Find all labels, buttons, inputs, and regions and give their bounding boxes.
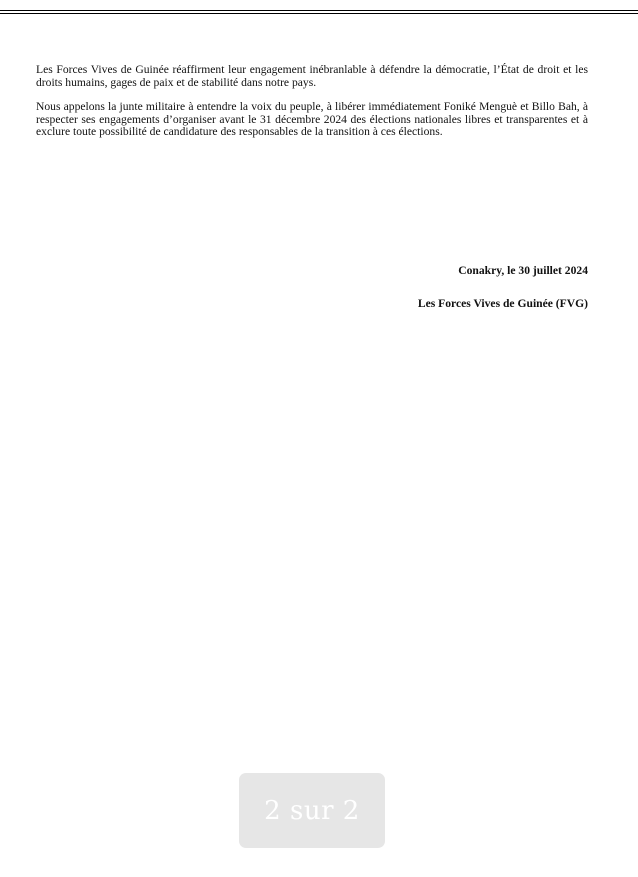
paragraph-appeal: Nous appelons la junte militaire à entendre la voix du peuple, à libérer immédiatement Foniké Menguè et Billo Bah, à respecter ses engagements d’organiser avant le 31 décembre 2024 des élections nationales libres et transparentes et à exclure toute possibilité de candidature des responsables de la transition à ces élections. bbox=[36, 100, 588, 139]
document-page bbox=[36, 64, 588, 151]
signature-place-date: Conakry, le 30 juillet 2024 bbox=[458, 264, 588, 277]
signature-organization: Les Forces Vives de Guinée (FVG) bbox=[417, 297, 588, 310]
paragraph-commitment: Les Forces Vives de Guinée réaffirment leur engagement inébranlable à défendre la démocratie, l’État de droit et les droits humains, gages de paix et de stabilité dans notre pays. bbox=[36, 63, 588, 89]
header-rule-top bbox=[0, 10, 638, 11]
header-rule-bottom bbox=[0, 13, 638, 15]
page-indicator: 2 sur 2 bbox=[239, 773, 385, 848]
